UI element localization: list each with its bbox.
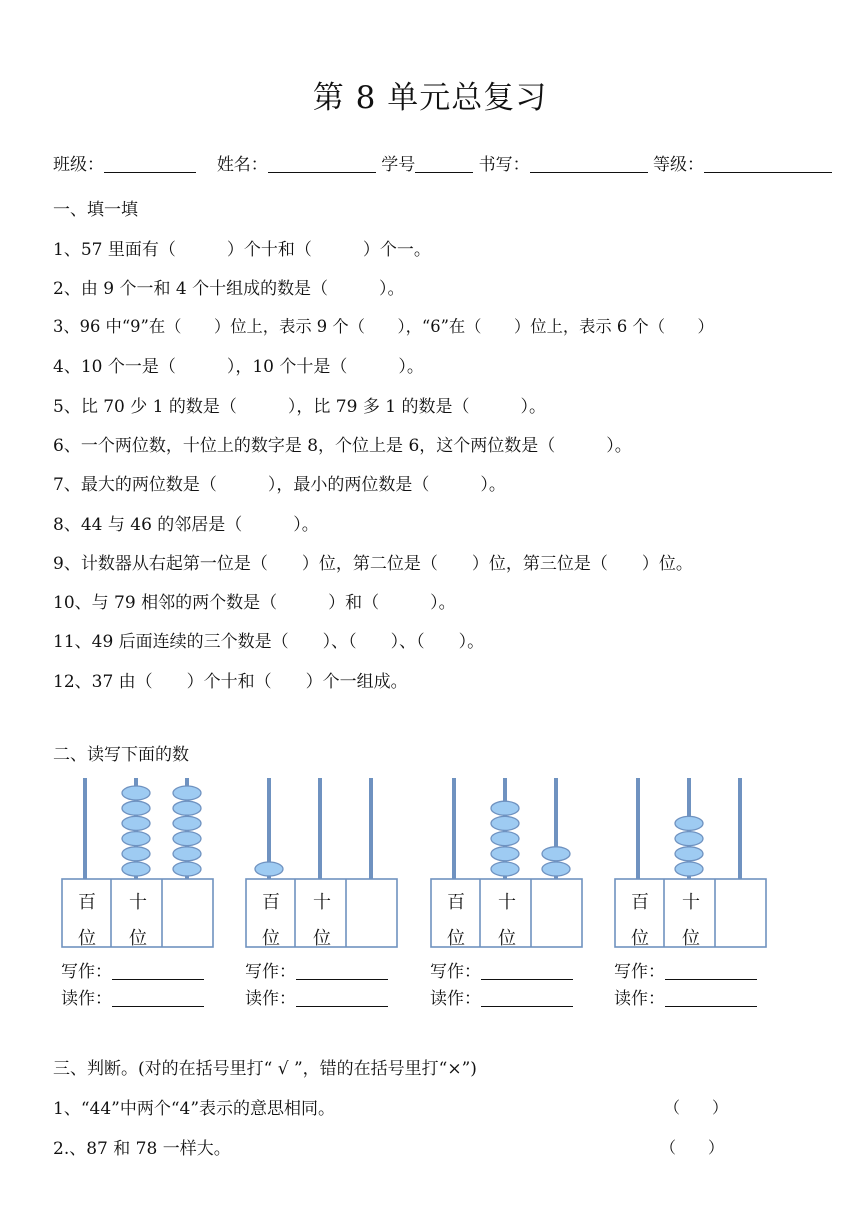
tens-bead [122,816,150,830]
write-label: 写作： [61,962,112,982]
ones-bead [173,862,201,876]
hundreds-label-char-1: 百 [78,892,96,913]
tens-bead [122,801,150,815]
tens-bead [122,786,150,800]
student-info-row [53,150,832,175]
abacus-3 [430,778,590,950]
judge-question-2: 2.、87 和 78 一样大。 [53,1139,231,1159]
hundreds-label-char-1: 百 [262,892,280,913]
tens-bead [491,832,519,846]
write-answer-blank[interactable] [112,961,204,980]
read-answer-blank[interactable] [112,988,204,1007]
judge-answer-paren-2[interactable]: （ ） [660,1138,725,1157]
abacus-4 [614,778,774,950]
fill-question-9: 9、计数器从右起第一位是（ ）位，第二位是（ ）位，第三位是（ ）位。 [53,554,693,574]
abacus-1 [61,778,221,950]
name-blank[interactable] [268,154,376,173]
writing-label: 书写： [478,155,530,175]
fill-question-5: 5、比 70 少 1 的数是（ ），比 79 多 1 的数是（ ）。 [53,397,546,417]
tens-label-char-1: 十 [313,892,331,913]
section2-heading: 二、读写下面的数 [53,745,189,765]
ones-bead [173,832,201,846]
tens-bead [122,862,150,876]
tens-label-char-2: 位 [129,928,147,949]
read-answer-blank[interactable] [665,988,757,1007]
write-answer-blank[interactable] [481,961,573,980]
tens-bead [122,832,150,846]
abacus-2 [245,778,405,950]
ones-bead [542,847,570,861]
tens-bead [675,832,703,846]
ones-bead [173,847,201,861]
read-answer-blank[interactable] [296,988,388,1007]
fill-question-2: 2、由 9 个一和 4 个十组成的数是（ ）。 [53,279,405,299]
tens-bead [491,862,519,876]
page-title: 第 8 单元总复习 [312,80,548,116]
tens-bead [122,847,150,861]
read-line-3 [430,984,573,1009]
section3-heading: 三、判断。(对的在括号里打“ √ ”，错的在括号里打“×”) [53,1059,477,1079]
judge-answer-paren-1[interactable]: （ ） [664,1098,729,1117]
student-number-label: 学号 [381,155,416,175]
write-label: 写作： [430,962,481,982]
tens-bead [491,801,519,815]
grade-blank[interactable] [704,154,832,173]
write-line-1 [61,957,204,982]
write-label: 写作： [245,962,296,982]
hundreds-label-char-1: 百 [447,892,465,913]
hundreds-label-char-2: 位 [78,928,96,949]
ones-bead [173,816,201,830]
tens-bead [675,862,703,876]
read-label: 读作： [430,989,481,1009]
write-answer-blank[interactable] [665,961,757,980]
write-answer-blank[interactable] [296,961,388,980]
tens-bead [675,816,703,830]
tens-bead [675,847,703,861]
fill-question-4: 4、10 个一是（ ），10 个十是（ ）。 [53,357,424,377]
hundreds-label-char-2: 位 [631,928,649,949]
tens-label-char-2: 位 [682,928,700,949]
read-label: 读作： [614,989,665,1009]
ones-bead [542,862,570,876]
fill-question-6: 6、一个两位数，十位上的数字是 8，个位上是 6，这个两位数是（ ）。 [53,436,632,456]
writing-blank[interactable] [530,154,648,173]
read-label: 读作： [245,989,296,1009]
judge-question-1: 1、“44”中两个“4”表示的意思相同。 [53,1099,336,1119]
hundreds-bead [255,862,283,876]
fill-question-11: 11、49 后面连续的三个数是（ ）、（ ）、（ ）。 [53,632,485,652]
hundreds-label-char-2: 位 [262,928,280,949]
hundreds-label-char-1: 百 [631,892,649,913]
tens-label-char-2: 位 [313,928,331,949]
read-line-4 [614,984,757,1009]
read-line-2 [245,984,388,1009]
tens-label-char-1: 十 [682,892,700,913]
fill-question-12: 12、37 由（ ）个十和（ ）个一组成。 [53,672,408,692]
tens-bead [491,816,519,830]
ones-bead [173,786,201,800]
class-blank[interactable] [104,154,196,173]
fill-question-7: 7、最大的两位数是（ ），最小的两位数是（ ）。 [53,475,506,495]
write-line-2 [245,957,388,982]
tens-label-char-1: 十 [498,892,516,913]
read-label: 读作： [61,989,112,1009]
name-label: 姓名： [216,155,268,175]
write-label: 写作： [614,962,665,982]
read-answer-blank[interactable] [481,988,573,1007]
fill-question-10: 10、与 79 相邻的两个数是（ ）和（ ）。 [53,593,456,613]
tens-label-char-1: 十 [129,892,147,913]
fill-question-8: 8、44 与 46 的邻居是（ ）。 [53,515,319,535]
fill-question-3: 3、96 中“9”在（ ）位上，表示 9 个（ ），“6”在（ ）位上，表示 6 个（ ） [53,317,714,336]
student-number-blank[interactable] [415,154,473,173]
tens-bead [491,847,519,861]
write-line-3 [430,957,573,982]
grade-label: 等级： [653,155,705,175]
class-label: 班级： [53,155,104,175]
write-line-4 [614,957,757,982]
read-line-1 [61,984,204,1009]
ones-bead [173,801,201,815]
hundreds-label-char-2: 位 [447,928,465,949]
tens-label-char-2: 位 [498,928,516,949]
fill-question-1: 1、57 里面有（ ）个十和（ ）个一。 [53,240,431,260]
section1-heading: 一、填一填 [53,200,138,220]
